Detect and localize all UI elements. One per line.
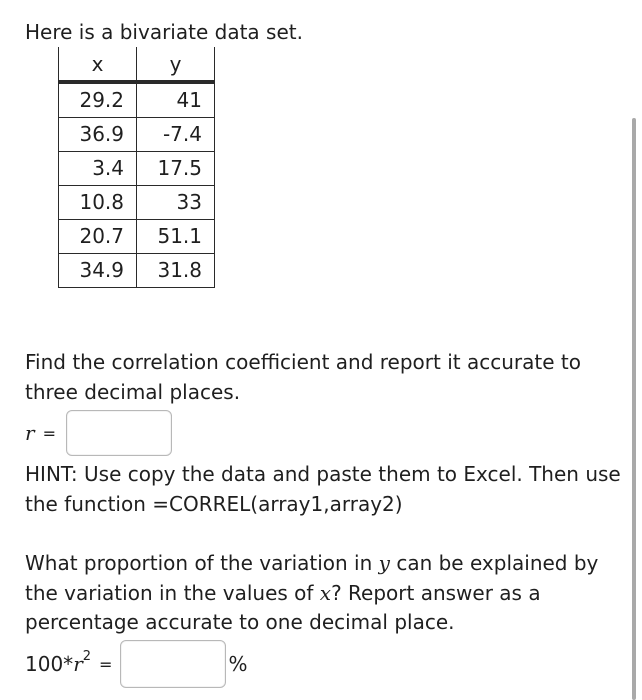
r-squared-equals: =: [99, 654, 113, 674]
r-squared-answer-row: [25, 640, 247, 688]
cell-x: 29.2: [59, 82, 137, 118]
cell-x: 10.8: [59, 186, 137, 220]
r-equals: =: [42, 423, 56, 443]
cell-x: 34.9: [59, 254, 137, 288]
table-row: [59, 254, 215, 288]
table-row: [59, 186, 215, 220]
r-squared-prefix: 100*: [25, 652, 74, 676]
question-proportion: [25, 549, 625, 638]
r-squared-answer-input[interactable]: [120, 640, 226, 688]
r-answer-input[interactable]: [66, 410, 172, 456]
q2-text-middle: can be explained by the variation in the values of: [25, 551, 599, 605]
cell-x: 36.9: [59, 118, 137, 152]
column-header-x: x: [59, 47, 137, 82]
cell-x: 20.7: [59, 220, 137, 254]
cell-y: 51.1: [137, 220, 215, 254]
intro-text: Here is a bivariate data set.: [25, 20, 303, 44]
hint-text: HINT: Use copy the data and paste them to Excel. Then use the function =CORREL(array1,array2): [25, 462, 621, 516]
percent-unit: %: [228, 652, 248, 676]
q2-text-after: ? Report answer as a percentage accurate to one decimal place.: [25, 580, 541, 634]
table-row: [59, 82, 215, 118]
data-table: [58, 47, 215, 288]
table-row: [59, 118, 215, 152]
cell-x: 3.4: [59, 152, 137, 186]
vertical-scrollbar[interactable]: [632, 118, 636, 700]
cell-y: 31.8: [137, 254, 215, 288]
q2-var-x: x: [319, 580, 332, 605]
r-answer-row: [25, 410, 172, 456]
r-label: r: [25, 421, 35, 445]
cell-y: 33: [137, 186, 215, 220]
q2-var-y: y: [378, 551, 390, 575]
r-squared-exponent: 2: [82, 648, 92, 664]
table-header-row: [59, 47, 215, 82]
table-row: [59, 152, 215, 186]
cell-y: 41: [137, 82, 215, 118]
table-row: [59, 220, 215, 254]
question-correlation: Find the correlation coefficient and report it accurate to three decimal places.: [25, 350, 581, 404]
r-squared-var: r: [73, 652, 83, 676]
cell-y: -7.4: [137, 118, 215, 152]
cell-y: 17.5: [137, 152, 215, 186]
q2-text-before: What proportion of the variation in: [25, 551, 379, 575]
column-header-y: y: [137, 47, 215, 82]
